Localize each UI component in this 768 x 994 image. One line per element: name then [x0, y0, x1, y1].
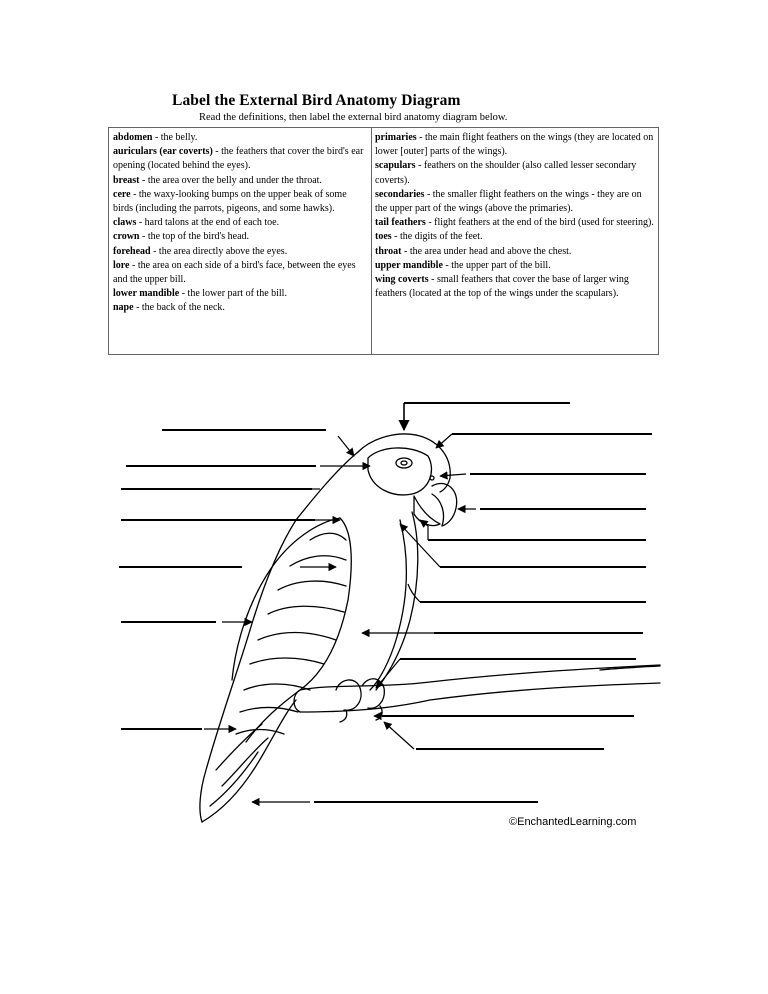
head-outline [358, 434, 450, 492]
definition-nape: nape - the back of the neck. [113, 302, 225, 314]
definition-secondaries: secondaries - the smaller flight feathers on the wings - they are on the upper part of the wings (above the primaries). [375, 188, 642, 215]
tail-feathers [216, 724, 262, 770]
lower-mandible [414, 496, 440, 526]
label-arrow-right-5 [420, 520, 428, 540]
definition-cere: cere - the waxy-looking bumps on the upper beak of some birds (including the parrots, pigeons, and some hawks). [113, 188, 347, 215]
parrot-illustration [200, 434, 660, 822]
page-subtitle: Read the definitions, then label the external bird anatomy diagram below. [199, 112, 508, 123]
page-title: Label the External Bird Anatomy Diagram [172, 92, 461, 109]
back-outline [250, 452, 358, 630]
wing-outline [246, 518, 351, 742]
definition-lore: lore - the area on each side of a bird's face, between the eyes and the upper bill. [113, 259, 356, 286]
label-arrow-right-3 [440, 474, 466, 476]
cere-nostril [430, 476, 434, 480]
eye [396, 458, 412, 468]
definition-breast: breast - the area over the belly and under the throat. [113, 174, 322, 186]
label-arrow-right-2 [436, 434, 452, 448]
definition-upper-mandible: upper mandible - the upper part of the bill. [375, 259, 551, 271]
secondaries [258, 633, 336, 641]
definition-crown: crown - the top of the bird's head. [113, 231, 250, 243]
label-arrow-right-9 [376, 659, 400, 688]
primaries [244, 684, 310, 690]
upper-mandible [432, 483, 457, 526]
wing-coverts [290, 556, 346, 566]
label-arrow-left-1 [338, 436, 354, 456]
definition-scapulars: scapulars - feathers on the shoulder (also called lesser secondary coverts). [375, 160, 637, 186]
face-patch [368, 448, 431, 495]
definition-throat: throat - the area under head and above the chest. [375, 245, 572, 257]
definition-toes: toes - the digits of the feet. [375, 231, 483, 243]
definition-forehead: forehead - the area directly above the eyes. [113, 245, 288, 257]
definition-abdomen: abdomen - the belly. [113, 132, 198, 143]
definition-tail-feathers: tail feathers - flight feathers at the end of the bird (used for steering). [375, 217, 654, 229]
copyright-notice: ©EnchantedLearning.com [509, 816, 637, 828]
definition-wing-coverts: wing coverts - small feathers that cover the base of larger wing feathers (located at the top of the wings under the scapulars). [375, 274, 629, 300]
label-arrow-right-11 [384, 722, 414, 749]
definition-lower-mandible: lower mandible - the lower part of the bill. [113, 288, 287, 300]
label-lines [119, 403, 652, 802]
scapulars [310, 533, 346, 540]
definition-claws: claws - hard talons at the end of each toe. [113, 217, 280, 229]
toes [336, 680, 361, 710]
definition-auriculars: auriculars (ear coverts) - the feathers that cover the bird's ear opening (located behind the eyes). [113, 146, 364, 172]
definition-primaries: primaries - the main flight feathers on the wings (they are located on lower [outer] parts of the wings). [375, 132, 654, 158]
perch-branch [300, 665, 660, 690]
